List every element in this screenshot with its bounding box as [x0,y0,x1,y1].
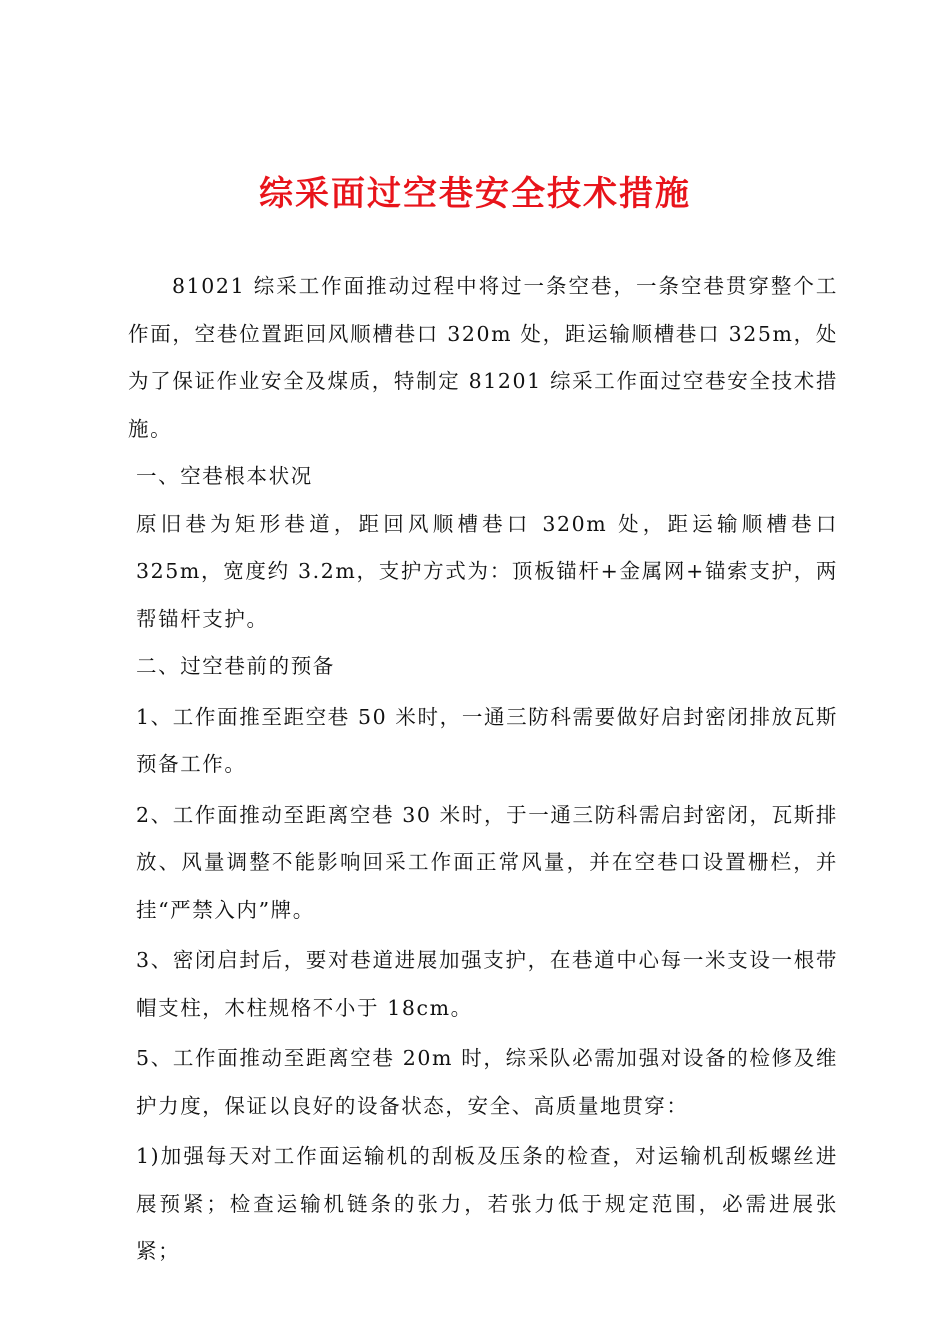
section-heading-2: 二、过空巷前的预备 [136,654,335,678]
paragraph-item-3: 3、密闭启封后，要对巷道进展加强支护，在巷道中心每一米支设一根带帽支柱，木柱规格不小于 18cm。 [136,948,838,1020]
document-title: 综采面过空巷安全技术措施 [259,174,691,214]
section-heading-1: 一、空巷根本状况 [136,464,313,488]
paragraph-item-5: 5、工作面推动至距离空巷 20m 时，综采队必需加强对设备的检修及维护力度，保证以良好的设备状态，安全、高质量地贯穿： [136,1046,838,1118]
paragraph-intro: 81021 综采工作面推动过程中将过一条空巷，一条空巷贯穿整个工作面，空巷位置距回风顺槽巷口 320m 处，距运输顺槽巷口 325m，处为了保证作业安全及煤质，特制定 81201 综采工作面过空巷安全技术措施。 [128,274,838,441]
paragraph-section-1: 原旧巷为矩形巷道，距回风顺槽巷口 320m 处，距运输顺槽巷口 325m，宽度约 3.2m，支护方式为：顶板锚杆+金属网+锚索支护，两帮锚杆支护。 [136,511,838,631]
paragraph-item-1: 1、工作面推至距空巷 50 米时，一通三防科需要做好启封密闭排放瓦斯预备工作。 [136,704,838,776]
document-body [128,263,838,1276]
paragraph-subitem-1: 1)加强每天对工作面运输机的刮板及压条的检查，对运输机刮板螺丝进展预紧；检查运输机链条的张力，若张力低于规定范围，必需进展张紧； [136,1144,838,1263]
paragraph-item-2: 2、工作面推动至距离空巷 30 米时，于一通三防科需启封密闭，瓦斯排放、风量调整不能影响回采工作面正常风量，并在空巷口设置栅栏，并挂“严禁入内”牌。 [136,802,838,922]
